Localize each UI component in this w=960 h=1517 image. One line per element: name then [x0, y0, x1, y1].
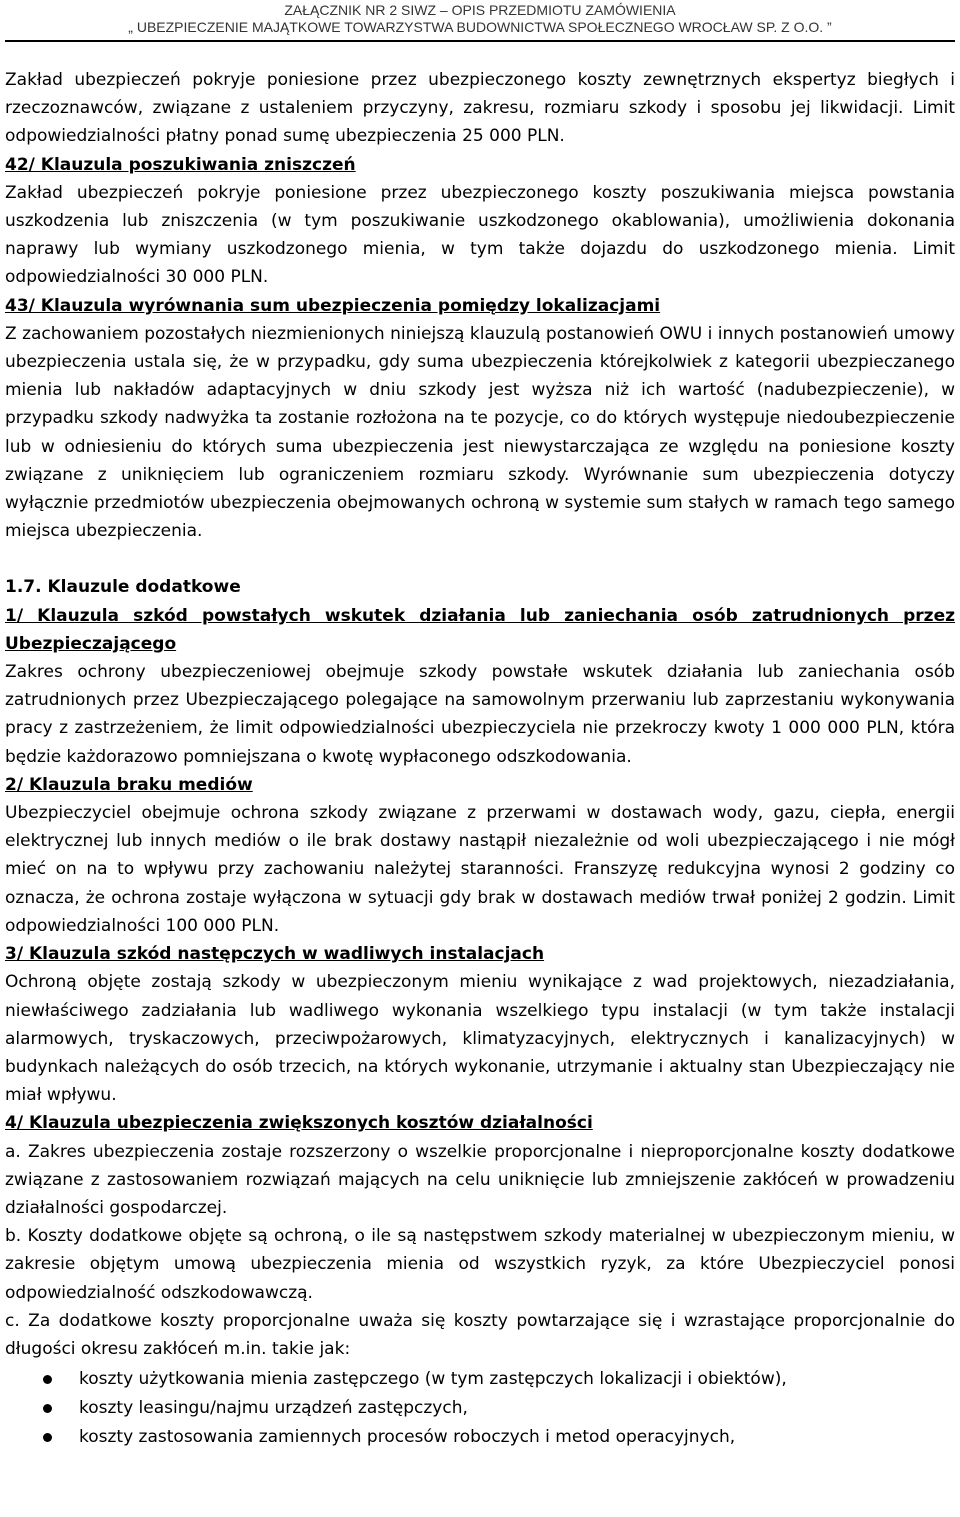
list-item-text: koszty użytkowania mienia zastępczego (w tym zastępczych lokalizacji i obiektów), [79, 1369, 787, 1390]
additional-clause-3-heading: 3/ Klauzula szkód następczych w wadliwych instalacjach [5, 944, 545, 965]
clause-42-body: Zakład ubezpieczeń pokryje poniesione przez ubezpieczonego koszty poszukiwania miejsca powstania uszkodzenia lub zniszczenia (w tym poszukiwanie uszkodzonego okablowania), umożliwienia dokonania naprawy lub wymiany uszkodzonego mienia, w tym także dojazdu do uszkodzonego mienia. Limit odpowiedzialności 30 000 PLN. [5, 182, 955, 288]
section-1-7-heading: 1.7. Klauzule dodatkowe [5, 577, 241, 598]
bullet-icon [43, 1433, 52, 1442]
page-header [5, 0, 955, 42]
clause-43-heading: 43/ Klauzula wyrównania sum ubezpieczenia pomiędzy lokalizacjami [5, 295, 661, 316]
additional-clause-4-point-a: a. Zakres ubezpieczenia zostaje rozszerzony o wszelkie proporcjonalne i nieproporcjonalne koszty dodatkowe związane z zastosowaniem rozwiązań mających na celu uniknięcie lub zmniejszenie zakłóceń w prowadzeniu działalności gospodarczej. [5, 1141, 955, 1218]
additional-clause-2-body: Ubezpieczyciel obejmuje ochrona szkody związane z przerwami w dostawach wody, gazu, ciepła, energii elektrycznej lub innych mediów o ile brak dostawy nastąpił niezależnie od woli ubezpieczającego i nie mógł mieć on na to wpływu przy zachowaniu należytej staranności. Franszyzę redukcyjna wynosi 2 godziny co oznacza, że ochrona zostaje wyłączona w sytuacji gdy brak w dostawach mediów trwał poniżej 2 godzin. Limit odpowiedzialności 100 000 PLN. [5, 803, 955, 936]
additional-clause-4-point-c: c. Za dodatkowe koszty proporcjonalne uważa się koszty powtarzające się i wzrastające proporcjonalnie do długości okresu zakłóceń m.in. takie jak: [5, 1310, 955, 1359]
additional-clause-2-heading: 2/ Klauzula braku mediów [5, 774, 253, 795]
list-item [5, 1365, 955, 1394]
section-spacer [5, 545, 955, 573]
list-item [5, 1423, 955, 1452]
list-item [5, 1394, 955, 1423]
header-subtitle: „ UBEZPIECZENIE MAJĄTKOWE TOWARZYSTWA BUDOWNICTWA SPOŁECZNEGO WROCŁAW SP. Z O.O. ” [5, 19, 955, 42]
additional-clause-4-heading: 4/ Klauzula ubezpieczenia zwiększonych kosztów działalności [5, 1113, 593, 1134]
list-item-text: koszty leasingu/najmu urządzeń zastępczych, [79, 1397, 468, 1418]
additional-clause-1-heading: 1/ Klauzula szkód powstałych wskutek działania lub zaniechania osób zatrudnionych przez Ubezpieczającego [5, 605, 955, 654]
additional-clause-4-point-b: b. Koszty dodatkowe objęte są ochroną, o ile są następstwem szkody materialnej w ubezpieczonym mieniu, w zakresie objętym umową ubezpieczenia mienia od wszystkich ryzyk, za które Ubezpieczyciel ponosi odpowiedzialność odszkodowawczą. [5, 1226, 955, 1303]
list-item-text: koszty zastosowania zamiennych procesów roboczych i metod operacyjnych, [79, 1426, 736, 1447]
additional-clause-1-body: Zakres ochrony ubezpieczeniowej obejmuje szkody powstałe wskutek działania lub zaniechania osób zatrudnionych przez Ubezpieczającego polegające na samowolnym przerwaniu lub zaprzestaniu wykonywania pracy z zastrzeżeniem, że limit odpowiedzialności ubezpieczyciela nie przekroczy kwoty 1 000 000 PLN, która będzie każdorazowo pomniejszana o kwotę wypłaconego odszkodowania. [5, 662, 955, 767]
clause-43-body: Z zachowaniem pozostałych niezmienionych niniejszą klauzulą postanowień OWU i innych postanowień umowy ubezpieczenia ustala się, że w przypadku, gdy suma ubezpieczenia którejkolwiek z kategorii ubezpieczanego mienia lub nakładów adaptacyjnych w dniu szkody jest wyższa niż ich wartość (nadubezpieczenie), w przypadku szkody nadwyżka ta zostanie rozłożona na te pozycje, co do których występuje niedoubezpieczenie lub w odniesieniu do których suma ubezpieczenia jest niewystarczająca ze względu na poniesione koszty związane z uniknięciem lub ograniczeniem rozmiaru szkody. Wyrównanie sum ubezpieczenia dotyczy wyłącznie przedmiotów ubezpieczenia obejmowanych ochroną w systemie sum stałych w ramach tego samego miejsca ubezpieczenia. [5, 323, 955, 542]
header-title: ZAŁĄCZNIK NR 2 SIWZ – OPIS PRZEDMIOTU ZAMÓWIENIA [284, 2, 676, 18]
bullet-icon [43, 1404, 52, 1413]
clause-42-heading: 42/ Klauzula poszukiwania zniszczeń [5, 154, 356, 175]
document-body [5, 66, 955, 1452]
additional-clause-3-body: Ochroną objęte zostają szkody w ubezpieczonym mieniu wynikające z wad projektowych, niezadziałania, niewłaściwego zadziałania lub wadliwego wykonania wszelkiego typu instalacji (w tym także instalacji alarmowych, tryskaczowych, przeciwpożarowych, klimatyzacyjnych, elektrycznych i kanalizacyjnych) w budynkach należących do osób trzecich, na których wykonanie, utrzymanie i aktualny stan Ubezpieczający nie miał wpływu. [5, 972, 955, 1106]
cost-bullet-list [5, 1365, 955, 1451]
bullet-icon [43, 1375, 52, 1384]
intro-paragraph: Zakład ubezpieczeń pokryje poniesione przez ubezpieczonego koszty zewnętrznych ekspertyz biegłych i rzeczoznawców, związane z ustaleniem przyczyny, zakresu, rozmiaru szkody i sposobu jej likwidacji. Limit odpowiedzialności płatny ponad sumę ubezpieczenia 25 000 PLN. [5, 70, 955, 147]
